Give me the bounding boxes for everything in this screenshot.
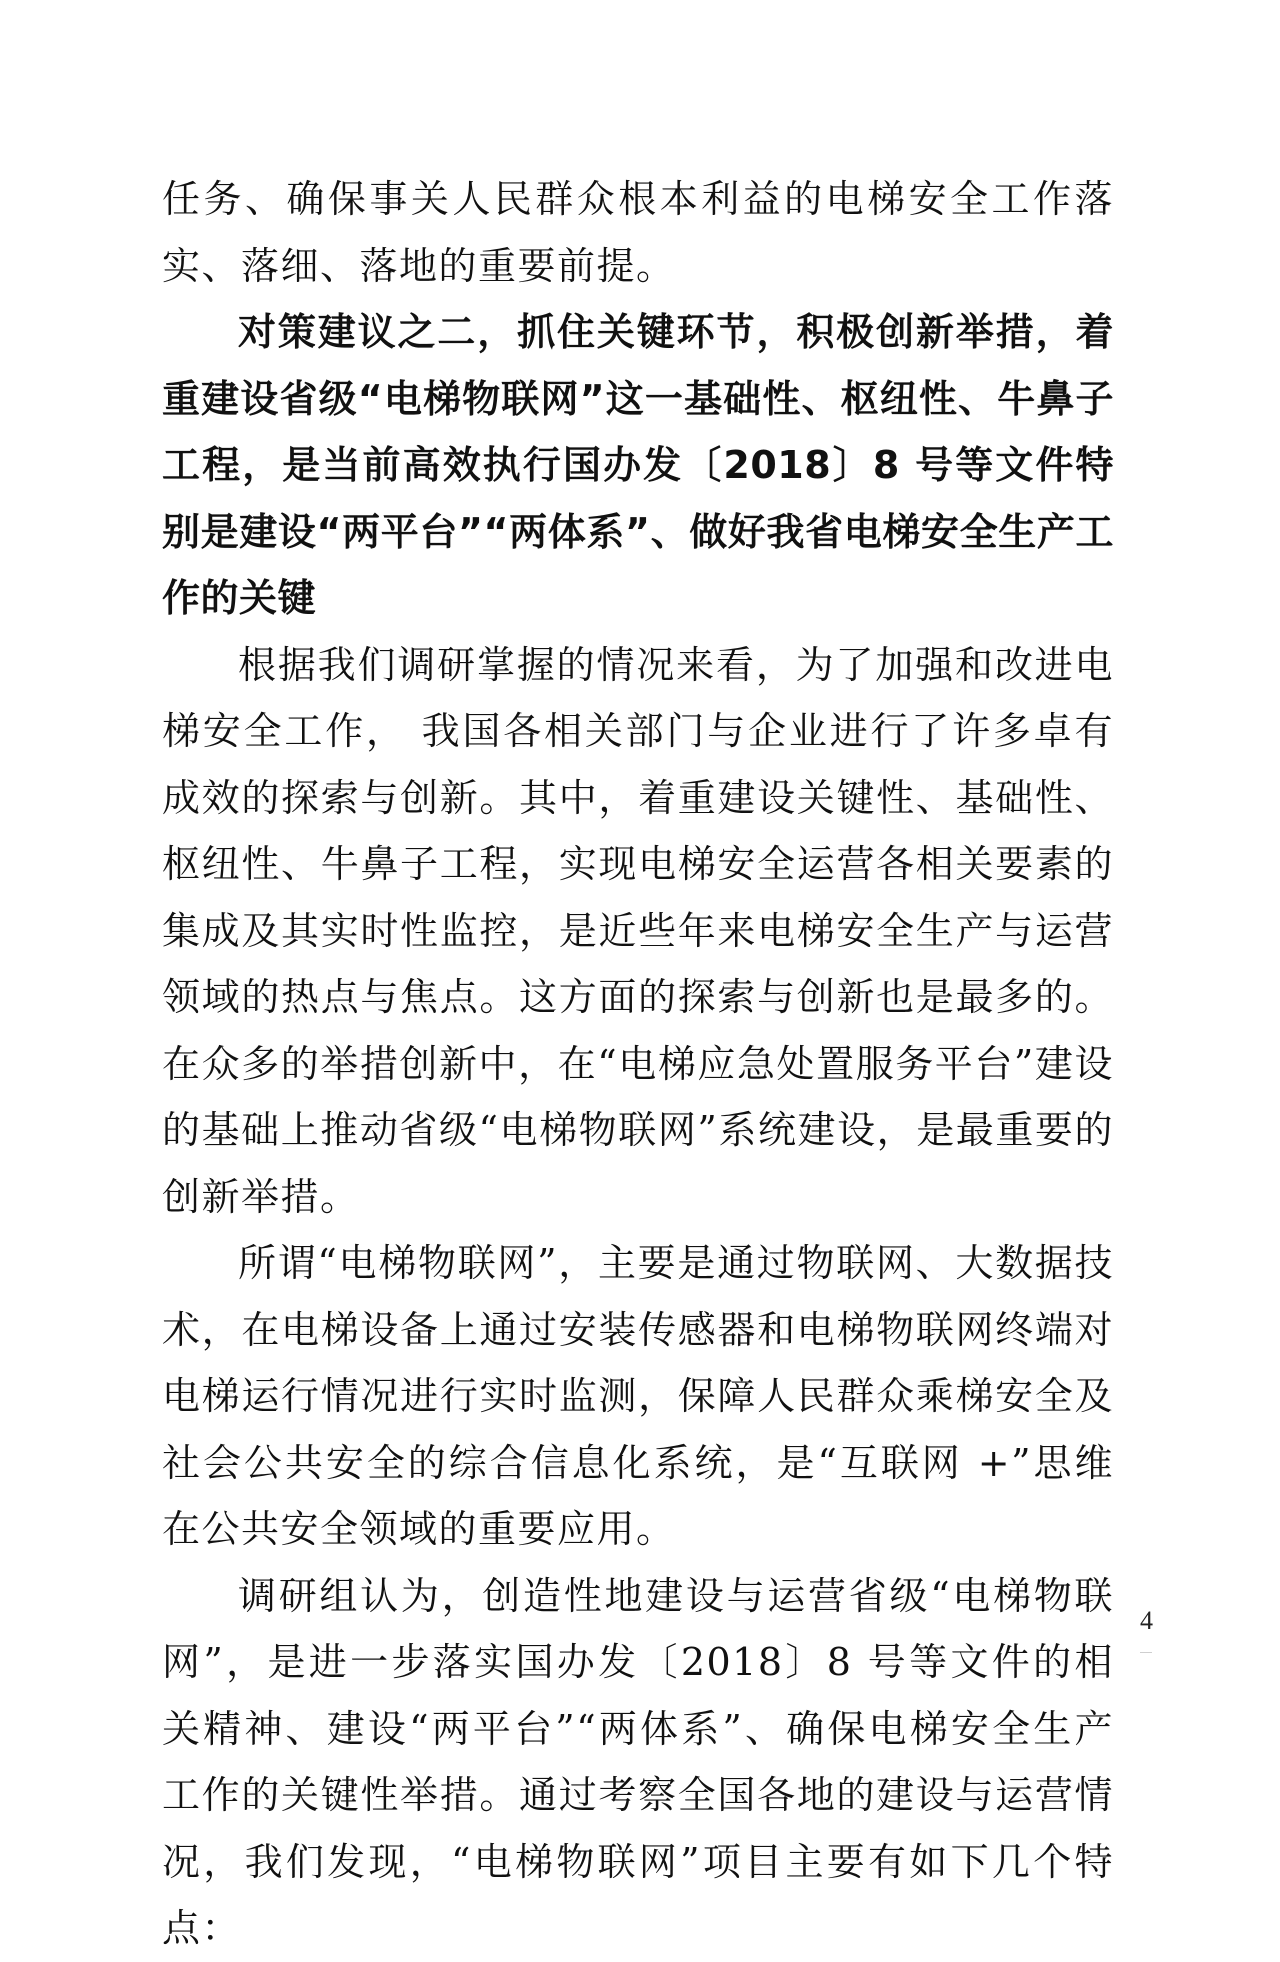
document-body bbox=[162, 166, 1114, 1962]
page-number-rule bbox=[1140, 1652, 1152, 1653]
paragraph-continuation: 任务、确保事关人民群众根本利益的电梯安全工作落实、落细、落地的重要前提。 bbox=[162, 177, 1114, 288]
paragraph-iot-definition: 所谓“电梯物联网”，主要是通过物联网、大数据技术，在电梯设备上通过安装传感器和电梯物联网终端对电梯运行情况进行实时监测，保障人民群众乘梯安全及社会公共安全的综合信息化系统，是“互联网 +”思维在公共安全领域的重要应用。 bbox=[162, 1241, 1114, 1551]
section-heading: 对策建议之二，抓住关键环节，积极创新举措，着重建设省级“电梯物联网”这一基础性、枢纽性、牛鼻子工程，是当前高效执行国办发〔2018〕8 号等文件特别是建设“两平台”“两体系”、做好我省电梯安全生产工作的关键 bbox=[162, 310, 1114, 620]
page-number: 4 bbox=[1140, 1606, 1153, 1635]
paragraph-research-conclusion: 调研组认为，创造性地建设与运营省级“电梯物联网”，是进一步落实国办发〔2018〕8 号等文件的相关精神、建设“两平台”“两体系”、确保电梯安全生产工作的关键性举措。通过考察全国各地的建设与运营情况，我们发现，“电梯物联网”项目主要有如下几个特点： bbox=[162, 1573, 1114, 1950]
paragraph-research-findings: 根据我们调研掌握的情况来看，为了加强和改进电梯安全工作， 我国各相关部门与企业进行了许多卓有成效的探索与创新。其中，着重建设关键性、基础性、枢纽性、牛鼻子工程，实现电梯安全运营各相关要素的集成及其实时性监控，是近些年来电梯安全生产与运营领域的热点与焦点。这方面的探索与创新也是最多的。在众多的举措创新中，在“电梯应急处置服务平台”建设的基础上推动省级“电梯物联网”系统建设，是最重要的创新举措。 bbox=[162, 642, 1114, 1219]
